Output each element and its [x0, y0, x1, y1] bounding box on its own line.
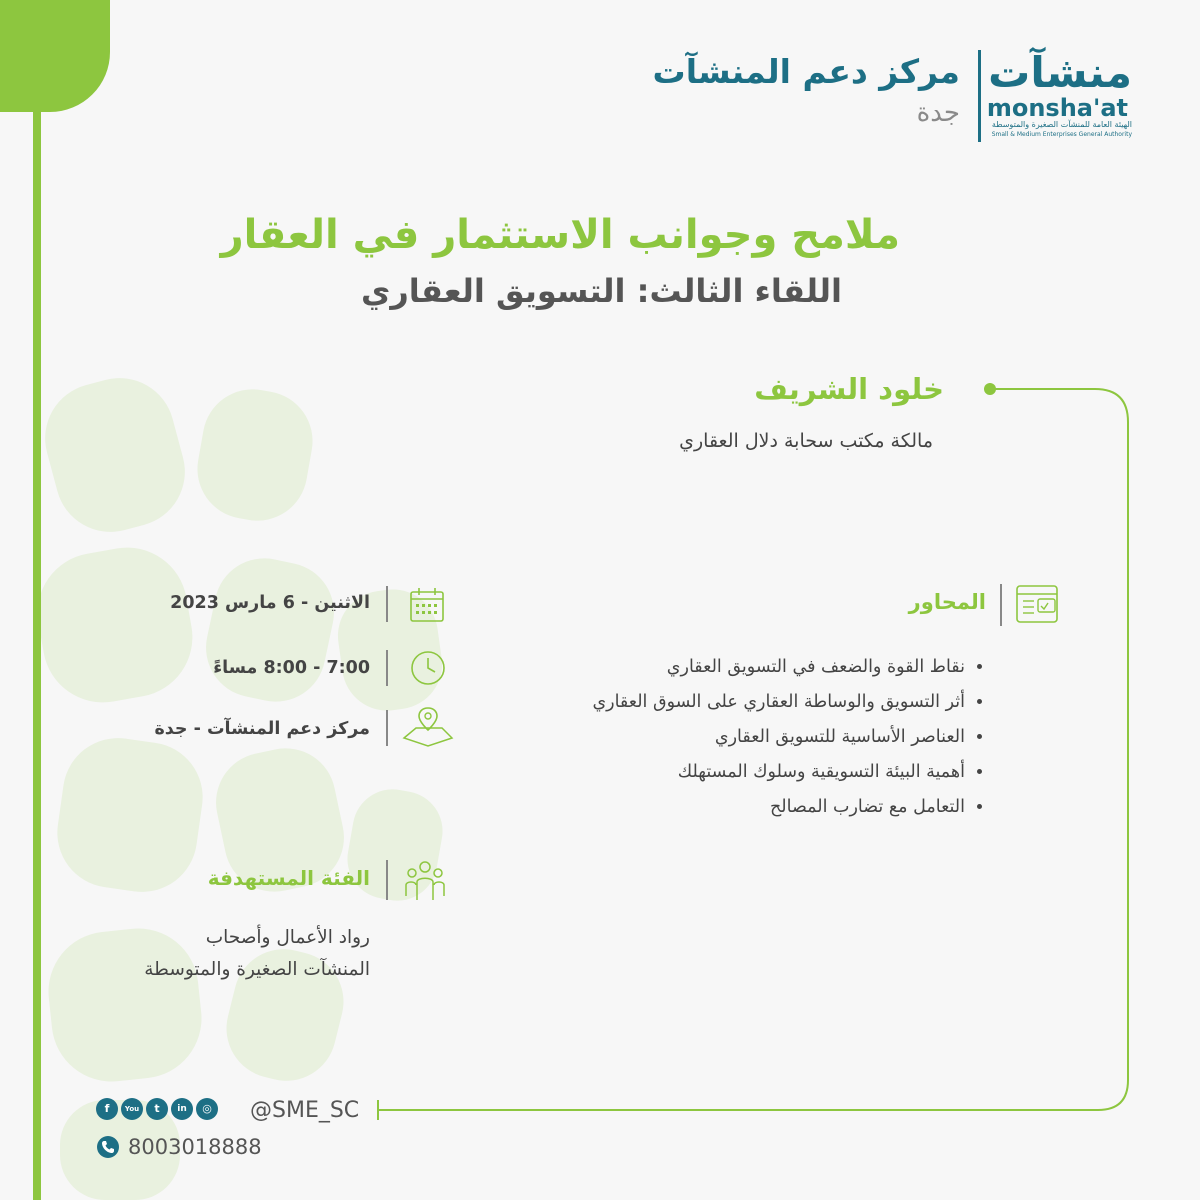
- center-title: مركز دعم المنشآت: [652, 52, 960, 91]
- calendar-icon: [408, 586, 446, 624]
- linkedin-icon[interactable]: in: [171, 1098, 193, 1120]
- social-icons: [96, 1098, 218, 1120]
- date-divider: [386, 586, 388, 622]
- audience-divider: [386, 860, 388, 900]
- audience-line-2: المنشآت الصغيرة والمتوسطة: [144, 959, 370, 980]
- event-time: 7:00 - 8:00 مساءً: [213, 658, 370, 678]
- topics-icon: [1014, 584, 1060, 626]
- clock-icon: [408, 648, 448, 688]
- time-divider: [386, 650, 388, 686]
- logo-subtitle-en: Small & Medium Enterprises General Authority: [991, 131, 1132, 138]
- topic-item: • أثر التسويق والوساطة العقاري على السوق العقاري: [592, 685, 965, 720]
- youtube-icon[interactable]: You: [121, 1098, 143, 1120]
- logo-english: monsha'at: [986, 94, 1128, 122]
- speaker-role: مالكة مكتب سحابة دلال العقاري: [679, 430, 933, 452]
- location-divider: [386, 710, 388, 746]
- topic-item: • نقاط القوة والضعف في التسويق العقاري: [592, 650, 965, 685]
- social-handle[interactable]: @SME_SC: [250, 1098, 360, 1123]
- facebook-icon[interactable]: f: [96, 1098, 118, 1120]
- phone-number[interactable]: 8003018888: [128, 1135, 262, 1159]
- logo-arabic: منشآت: [988, 48, 1132, 97]
- event-title: ملامح وجوانب الاستثمار في العقار: [220, 212, 900, 258]
- speaker-name: خلود الشريف: [754, 372, 944, 406]
- topics-list: [592, 650, 987, 825]
- city-label: جدة: [916, 98, 960, 128]
- location-icon: [400, 704, 456, 748]
- topic-item: • العناصر الأساسية للتسويق العقاري: [592, 720, 965, 755]
- audience-icon: [402, 858, 448, 904]
- topic-item: • التعامل مع تضارب المصالح: [592, 790, 965, 825]
- event-date: الاثنين - 6 مارس 2023: [170, 593, 370, 613]
- instagram-icon[interactable]: ◎: [196, 1098, 218, 1120]
- topics-heading: المحاور: [908, 590, 986, 614]
- event-location: مركز دعم المنشآت - جدة: [154, 719, 370, 739]
- audience-heading: الفئة المستهدفة: [207, 866, 370, 890]
- audience-line-1: رواد الأعمال وأصحاب: [205, 927, 370, 948]
- event-subtitle: اللقاء الثالث: التسويق العقاري: [361, 272, 842, 310]
- topic-item: • أهمية البيئة التسويقية وسلوك المستهلك: [592, 755, 965, 790]
- phone-icon: [96, 1135, 120, 1159]
- logo-subtitle-ar: الهيئة العامة للمنشآت الصغيرة والمتوسطة: [991, 120, 1132, 129]
- audience-text: [144, 922, 370, 986]
- topics-divider: [1000, 584, 1002, 626]
- twitter-icon[interactable]: t: [146, 1098, 168, 1120]
